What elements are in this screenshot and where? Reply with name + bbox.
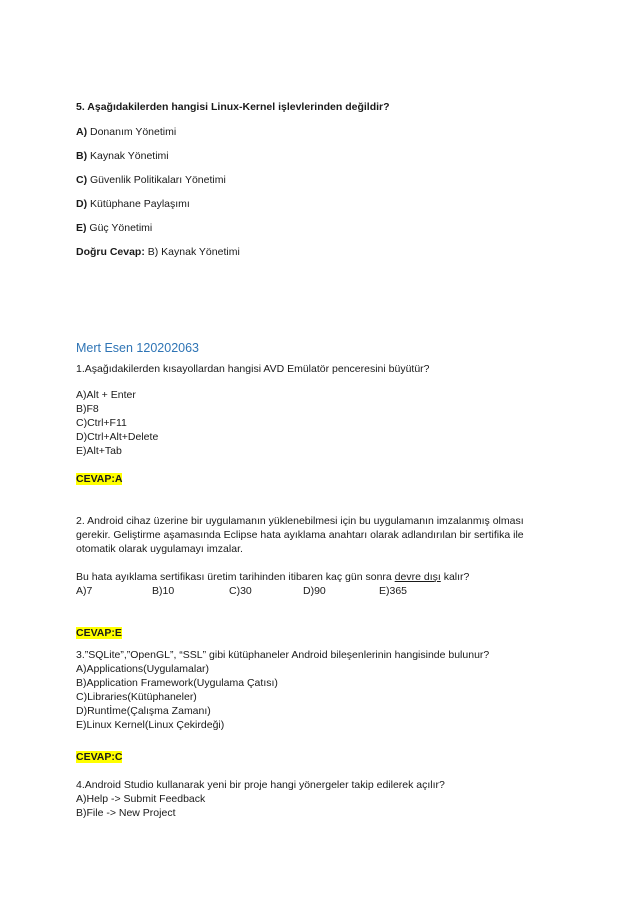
q3-option-c: C)Libraries(Kütüphaneler) [76,691,197,703]
q1-answer-highlight: CEVAP:A [76,473,123,485]
q2-paragraph-line-1: 2. Android cihaz üzerine bir uygulamanın yüklenebilmesi için bu uygulamanın imzalanmış olması [76,515,524,527]
q4-option-a: A)Help -> Submit Feedback [76,793,206,805]
q1-option-d: D)Ctrl+Alt+Delete [76,431,159,443]
q3-option-d: D)Runtİme(Çalışma Zamanı) [76,705,211,717]
q5-option-c: C) Güvenlik Politikaları Yönetimi [76,174,226,186]
q1-answer [76,472,122,486]
q2-paragraph-line-2: gerekir. Geliştirme aşamasında Eclipse hata ayıklama anahtarı olarak adlandırılan bir sertifika ile [76,529,524,541]
q2-underlined-term: devre dışı [394,571,441,583]
q5-option-e: E) Güç Yönetimi [76,222,153,234]
q3-option-a: A)Applications(Uygulamalar) [76,663,210,675]
q2-option-b: B)10 [152,585,175,597]
q3-option-b: B)Application Framework(Uygulama Çatısı) [76,677,278,689]
q2-option-d: D)90 [303,585,326,597]
q1-option-b: B)F8 [76,403,99,415]
q2-paragraph-line-3: otomatik olarak uygulamayı imzalar. [76,543,243,555]
q3-option-e: E)Linux Kernel(Linux Çekirdeği) [76,719,225,731]
q2-answer [76,626,122,640]
q5-option-d: D) Kütüphane Paylaşımı [76,198,190,210]
q1-option-e: E)Alt+Tab [76,445,122,457]
q2-answer-highlight: CEVAP:E [76,627,122,639]
q4-question: 4.Android Studio kullanarak yeni bir proje hangi yönergeler takip edilerek açılır? [76,779,445,791]
q3-question: 3.”SQLite”,”OpenGL”, “SSL” gibi kütüphaneler Android bileşenlerinin hangisinde bulunur? [76,649,490,661]
q2-option-c: C)30 [229,585,252,597]
q3-answer-highlight: CEVAP:C [76,751,123,763]
q2-question: Bu hata ayıklama sertifikası üretim tarihinden itibaren kaç gün sonra devre dışı kalır? [76,571,470,583]
author-heading: Mert Esen 120202063 [76,341,200,355]
q1-option-c: C)Ctrl+F11 [76,417,127,429]
q1-option-a: A)Alt + Enter [76,389,136,401]
q2-option-a: A)7 [76,585,93,597]
q5-correct-answer: Doğru Cevap: B) Kaynak Yönetimi [76,246,240,258]
q3-answer [76,750,122,764]
q5-question: 5. Aşağıdakilerden hangisi Linux-Kernel işlevlerinden değildir? [76,101,390,113]
q2-option-e: E)365 [379,585,408,597]
q1-question: 1.Aşağıdakilerden kısayollardan hangisi AVD Emülatör penceresini büyütür? [76,363,430,375]
q4-option-b: B)File -> New Project [76,807,176,819]
q5-option-a: A) Donanım Yönetimi [76,126,177,138]
q2-options-row [0,585,638,599]
q5-option-b: B) Kaynak Yönetimi [76,150,169,162]
